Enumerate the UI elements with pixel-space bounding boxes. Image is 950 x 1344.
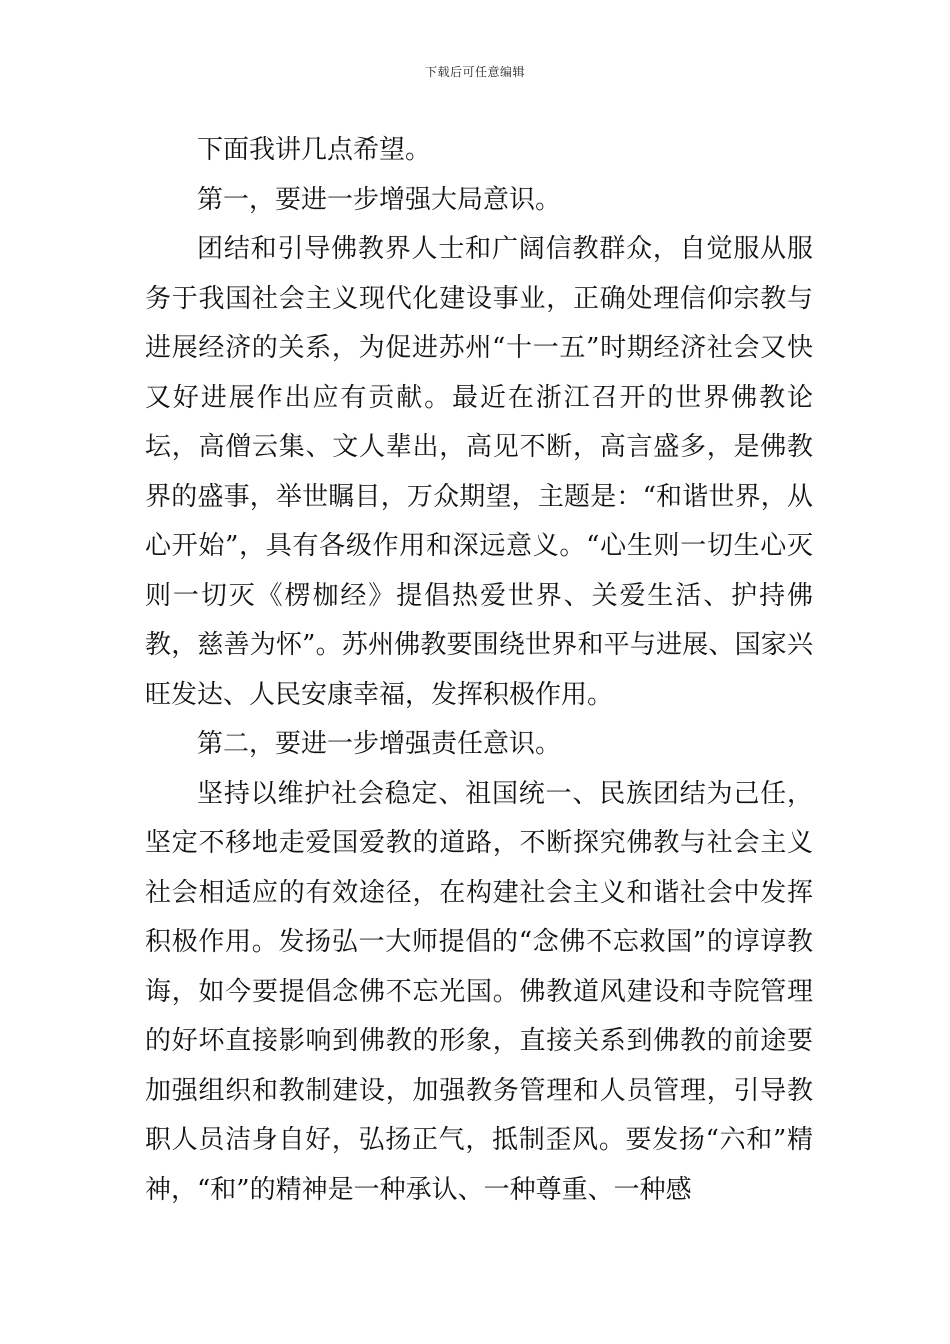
page-header-note: 下载后可任意编辑 <box>424 65 525 79</box>
paragraph-heading-second: 第二，要进一步增强责任意识。 <box>197 729 562 759</box>
paragraph-heading-first: 第一，要进一步增强大局意识。 <box>197 184 562 215</box>
document-body <box>145 126 813 1215</box>
paragraph-intro: 下面我讲几点希望。 <box>197 135 432 165</box>
paragraph-first-body: 团结和引导佛教界人士和广阔信教群众，自觉服从服务于我国社会主义现代化建设事业，正确处理信仰宗教与进展经济的关系，为促进苏州“十一五”时期经济社会又快又好进展作出应有贡献。最近在浙江召开的世界佛教论坛，高僧云集、文人辈出，高见不断，高言盛多，是佛教界的盛事，举世瞩目，万众期望，主题是：“和谐世界，从心开始”，具有各级作用和深远意义。“心生则一切生心灭则一切灭《楞枷经》提倡热爱世界、关爱生活、护持佛教，慈善为怀”。苏州佛教要围绕世界和平与进展、国家兴旺发达、人民安康幸福，发挥积极作用。 <box>145 234 813 710</box>
paragraph-second-body: 坚持以维护社会稳定、祖国统一、民族团结为己任，坚定不移地走爱国爱教的道路，不断探究佛教与社会主义社会相适应的有效途径，在构建社会主义和谐社会中发挥积极作用。发扬弘一大师提倡的“念佛不忘救国”的谆谆教诲，如今要提倡念佛不忘光国。佛教道风建设和寺院管理的好坏直接影响到佛教的形象，直接关系到佛教的前途要加强组织和教制建设，加强教务管理和人员管理，引导教职人员洁身自好，弘扬正气，抵制歪风。要发扬“六和”精神，“和”的精神是一种承认、一种尊重、一种感 <box>145 778 813 1205</box>
